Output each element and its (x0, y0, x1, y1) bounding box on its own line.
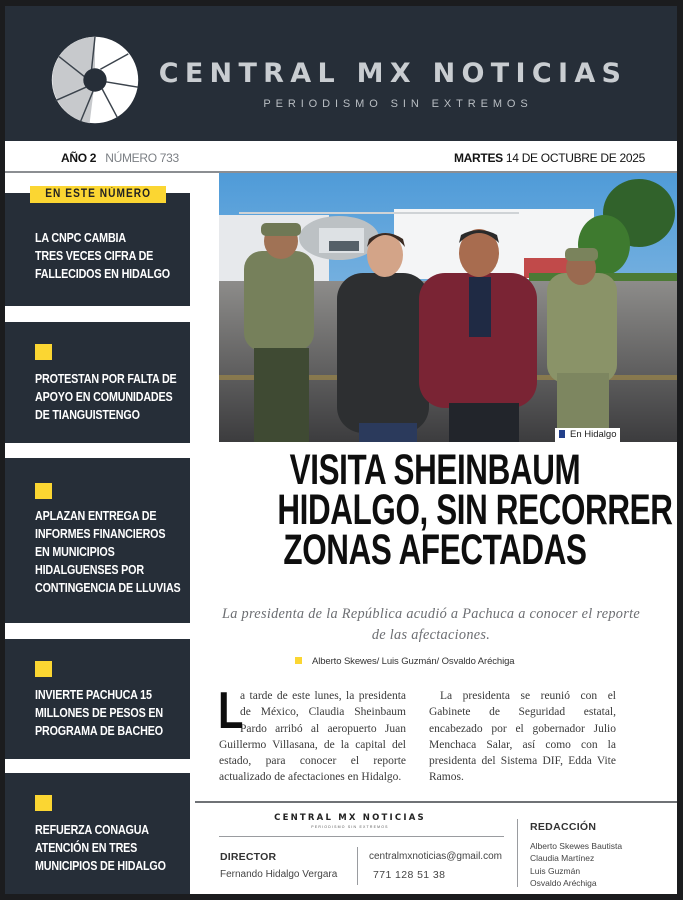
sidebar-story-title: PROTESTAN POR FALTA DE APOYO EN COMUNIDADES DE TIANGUISTENGO (35, 372, 177, 422)
footer-divider (357, 847, 358, 885)
sidebar-story-card[interactable] (5, 458, 190, 623)
sidebar-story-title: REFUERZA CONAGUA ATENCIÓN EN TRES MUNICIPIOS DE HIDALGO (35, 823, 166, 873)
camera-aperture-icon (50, 35, 140, 125)
body-column-2: La presidenta se reunió con el Gabinete de Seguridad estatal, encabezado por el gobernador Julio Menchaca Salar, así como con la presidenta del Sistema DIF, Edda Vite Ramos. (429, 690, 616, 784)
newsroom-member: Luis Guzmán (530, 865, 581, 876)
issue-weekday: MARTES (453, 151, 503, 165)
caption-square-icon (559, 430, 565, 438)
main-story-photo[interactable] (219, 173, 677, 442)
sidebar-story-card[interactable] (5, 322, 190, 443)
contact-email[interactable]: centralmxnoticias@gmail.com (369, 851, 502, 862)
footer-divider (219, 836, 504, 837)
issue-date (454, 151, 645, 165)
newsroom-list (530, 840, 622, 889)
byline-square-icon (295, 657, 302, 664)
newsroom-member: Osvaldo Aréchiga (530, 877, 597, 888)
yellow-square-bullet-icon (35, 344, 52, 360)
newsroom-member: Claudia Martínez (530, 853, 595, 864)
masthead (5, 6, 677, 141)
footer-brand: CENTRAL MX NOTICIAS (274, 813, 426, 823)
yellow-square-bullet-icon (35, 483, 52, 499)
director-name: Fernando Hidalgo Vergara (220, 869, 338, 880)
main-headline[interactable]: VISITA SHEINBAUM HIDALGO, SIN RECORRER ZONAS AFECTADAS (277, 446, 673, 574)
footer-tagline: PERIODISMO SIN EXTREMOS (311, 825, 389, 829)
issue-year: AÑO 2 (61, 151, 97, 165)
sidebar-story-card[interactable] (5, 639, 190, 759)
body-column-1: L a tarde de este lunes, la presidenta de México, Claudia Sheinbaum Pardo arribó al aeropuerto Juan Guillermo Villasana, de la capital del estado, para conocer el reporte actualizado de afectaciones en Hidalgo. (218, 682, 406, 784)
sidebar-story-title: INVIERTE PACHUCA 15 MILLONES DE PESOS EN PROGRAMA DE BACHEO (35, 688, 163, 738)
yellow-square-bullet-icon (35, 795, 52, 811)
drop-cap: L (218, 682, 244, 740)
footer-credits (195, 801, 677, 894)
sidebar-story-card[interactable] (5, 773, 190, 894)
byline: Alberto Skewes/ Luis Guzmán/ Osvaldo Aréchiga (295, 656, 515, 667)
masthead-tagline: PERIODISMO SIN EXTREMOS (263, 98, 533, 110)
issue-info (61, 151, 179, 165)
issue-date-text: 14 DE OCTUBRE DE 2025 (505, 151, 645, 165)
footer-divider (517, 819, 518, 887)
photo-caption: En Hidalgo (555, 428, 620, 442)
director-heading: DIRECTOR (220, 851, 277, 863)
sidebar-story-title: LA CNPC CAMBIA TRES VECES CIFRA DE FALLECIDOS EN HIDALGO (35, 231, 170, 281)
newsroom-heading: REDACCIÓN (530, 821, 597, 833)
newspaper-front-page (5, 6, 677, 894)
contact-phone[interactable]: 771 128 51 38 (373, 869, 446, 881)
yellow-square-bullet-icon (35, 661, 52, 677)
newsroom-member: Alberto Skewes Bautista (530, 841, 623, 851)
issue-number: NÚMERO 733 (105, 151, 179, 165)
in-this-issue-label: EN ESTE NÚMERO (30, 186, 166, 203)
masthead-brand: CENTRAL MX NOTICIAS (158, 58, 628, 89)
issue-bar (5, 143, 677, 173)
sidebar-story-title: APLAZAN ENTREGA DE INFORMES FINANCIEROS EN MUNICIPIOS HIDALGUENSES POR CONTINGENCIA DE LLUVIAS (35, 509, 181, 595)
photo-illustration (219, 173, 677, 442)
story-deck: La presidenta de la República acudió a Pachuca a conocer el reporte de las afectaciones. (221, 606, 641, 643)
sidebar-story-card[interactable] (5, 193, 190, 306)
